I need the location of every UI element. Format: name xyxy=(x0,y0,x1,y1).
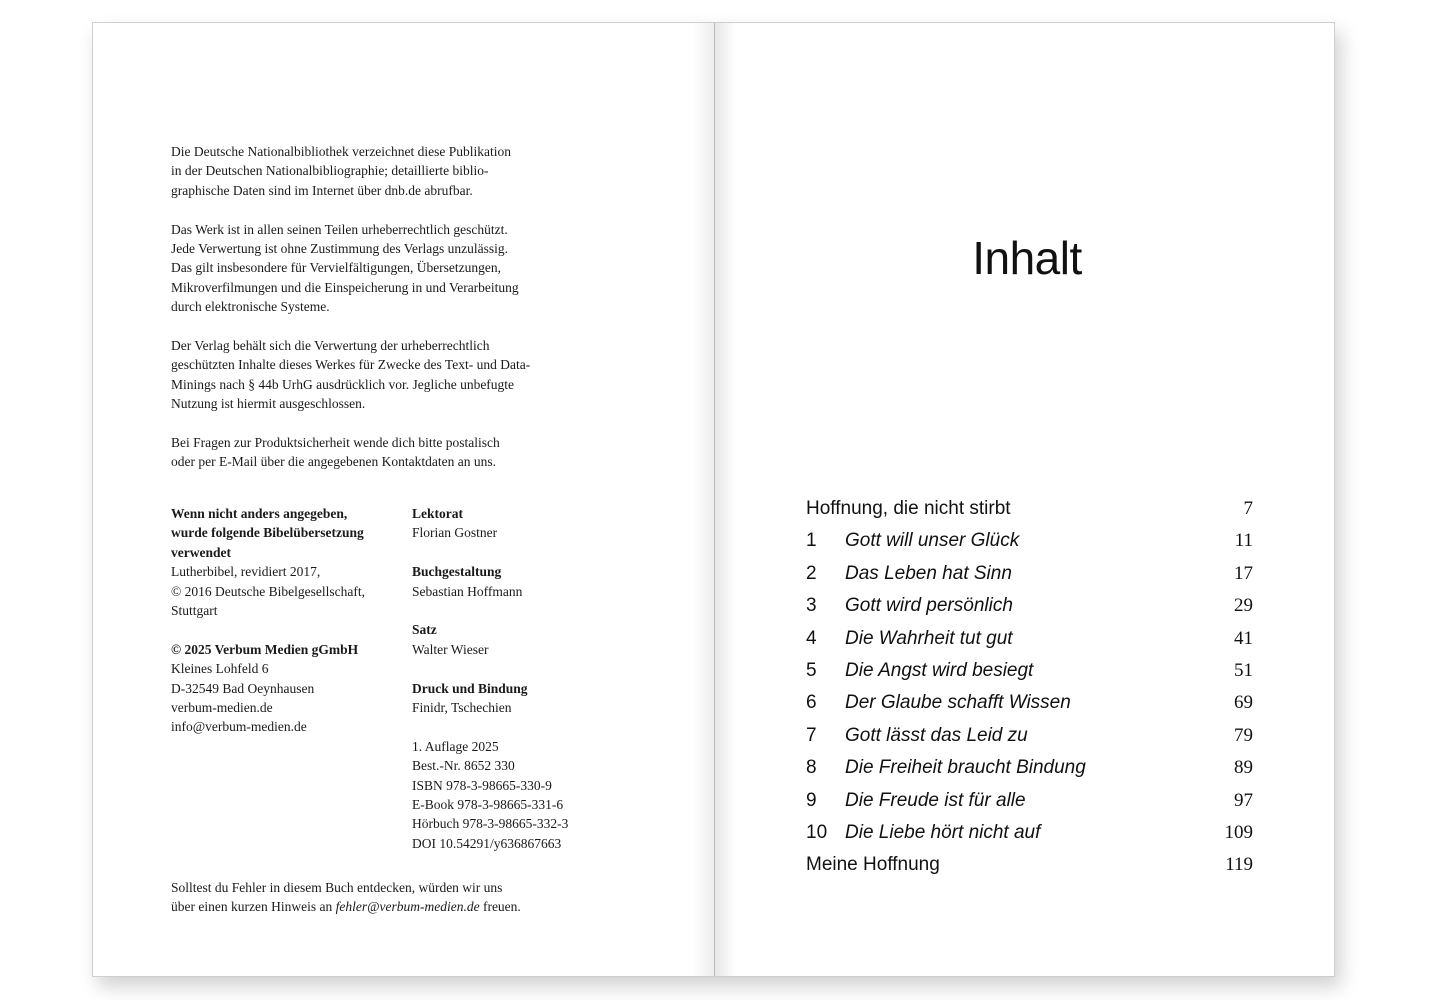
toc-entry-chapter-4 xyxy=(806,623,1253,655)
imprint-line: Nutzung ist hiermit ausgeschlossen. xyxy=(171,396,366,412)
toc-entry-label: Die Wahrheit tut gut xyxy=(845,627,1013,649)
toc-entry-label: Hoffnung, die nicht stirbt xyxy=(806,498,1011,519)
toc-entry-number: 1 xyxy=(806,530,817,552)
imprint-column-left xyxy=(171,504,401,756)
bible-text-line: © 2016 Deutsche Bibelgesellschaft, xyxy=(171,583,365,599)
publisher-block xyxy=(171,640,401,737)
imprint-line: in der Deutschen Nationalbibliographie; detaillierte biblio- xyxy=(171,163,489,179)
toc-entry-label: Die Freude ist für alle xyxy=(845,789,1026,811)
toc-entry-number: 5 xyxy=(806,659,817,681)
toc-entry-outro xyxy=(806,849,1253,881)
bible-text-line: Stuttgart xyxy=(171,603,218,619)
toc-entry-chapter-6 xyxy=(806,687,1253,719)
toc-entry-chapter-3 xyxy=(806,590,1253,622)
imprint-text xyxy=(171,142,591,491)
toc-entry-number: 8 xyxy=(806,757,817,779)
credit-satz xyxy=(412,620,642,659)
toc-entry-label: Meine Hoffnung xyxy=(806,854,940,876)
credit-value: Florian Gostner xyxy=(412,525,498,541)
error-email-link: fehler@verbum-medien.de xyxy=(335,899,480,915)
toc-entry-label: Die Angst wird besiegt xyxy=(845,659,1034,681)
imprint-line: Das gilt insbesondere für Vervielfältigungen, Übersetzungen, xyxy=(171,260,502,276)
toc-entry-label: Der Glaube schafft Wissen xyxy=(845,692,1071,714)
credit-label: Druck und Bindung xyxy=(412,680,528,696)
bible-translation-block xyxy=(171,504,401,620)
toc-entry-page: 29 xyxy=(1234,595,1253,617)
toc-entry-chapter-1 xyxy=(806,525,1253,557)
toc-entry-chapter-2 xyxy=(806,558,1253,590)
imprint-line: Minings nach § 44b UrhG ausdrücklich vor. Jegliche unbefugte xyxy=(171,376,515,392)
toc-entry-label: Gott lässt das Leid zu xyxy=(845,724,1028,746)
imprint-column-right xyxy=(412,504,642,873)
toc-entry-page: 89 xyxy=(1234,757,1253,779)
toc-entry-page: 51 xyxy=(1234,659,1253,681)
imprint-paragraph-copyright xyxy=(171,220,591,317)
imprint-paragraph-dnb xyxy=(171,142,591,200)
imprint-line: geschützten Inhalte dieses Werkes für Zwecke des Text- und Data- xyxy=(171,357,531,373)
imprint-line: Mikroverfilmungen und die Einspeicherung in und Verarbeitung xyxy=(171,279,519,295)
table-of-contents xyxy=(806,493,1253,882)
edition-line: DOI 10.54291/y636867663 xyxy=(412,835,562,851)
imprint-line: Jede Verwertung ist ohne Zustimmung des Verlags unzulässig. xyxy=(171,241,508,257)
toc-entry-number: 2 xyxy=(806,562,817,584)
imprint-line: durch elektronische Systeme. xyxy=(171,299,330,315)
credit-lektorat xyxy=(412,504,642,543)
toc-entry-chapter-8 xyxy=(806,752,1253,784)
toc-entry-label: Die Freiheit braucht Bindung xyxy=(845,757,1086,779)
credit-label: Satz xyxy=(412,622,437,638)
credit-value: Finidr, Tschechien xyxy=(412,700,512,716)
bible-text-line: Lutherbibel, revidiert 2017, xyxy=(171,564,321,580)
toc-entry-number: 7 xyxy=(806,724,817,746)
footer-line: Solltest du Fehler in diesem Buch entdecken, würden wir uns xyxy=(171,880,503,895)
imprint-paragraph-tdm xyxy=(171,336,591,414)
toc-entry-page: 17 xyxy=(1234,562,1253,584)
toc-entry-page: 97 xyxy=(1234,789,1253,811)
footer-line xyxy=(171,897,611,916)
imprint-line: Das Werk ist in allen seinen Teilen urheberrechtlich geschützt. xyxy=(171,221,508,237)
right-page-contents xyxy=(714,22,1335,977)
toc-entry-number: 10 xyxy=(806,821,828,843)
edition-line: 1. Auflage 2025 xyxy=(412,738,499,754)
toc-entry-intro xyxy=(806,493,1253,525)
left-page-imprint xyxy=(92,22,714,977)
bible-heading-line: Wenn nicht anders angegeben, xyxy=(171,506,348,521)
gutter-line xyxy=(714,23,715,976)
toc-entry-number: 9 xyxy=(806,789,817,811)
publisher-name: © 2025 Verbum Medien gGmbH xyxy=(171,641,359,657)
toc-entry-number: 6 xyxy=(806,692,817,714)
imprint-paragraph-safety xyxy=(171,433,591,472)
book-spread xyxy=(92,22,1335,977)
toc-entry-page: 69 xyxy=(1234,692,1253,714)
toc-title: Inhalt xyxy=(972,232,1082,284)
edition-line: E-Book 978-3-98665-331-6 xyxy=(412,797,564,813)
error-report-note xyxy=(171,878,611,917)
bible-heading-line: verwendet xyxy=(171,544,231,560)
publisher-email: info@verbum-medien.de xyxy=(171,719,307,735)
publisher-website: verbum-medien.de xyxy=(171,700,273,716)
publisher-city: D-32549 Bad Oeynhausen xyxy=(171,680,315,696)
toc-entry-chapter-9 xyxy=(806,785,1253,817)
imprint-line: Der Verlag behält sich die Verwertung der urheberrechtlich xyxy=(171,338,490,354)
imprint-line: graphische Daten sind im Internet über dnb.de abrufbar. xyxy=(171,182,473,198)
publisher-street: Kleines Lohfeld 6 xyxy=(171,661,269,677)
toc-entry-label: Die Liebe hört nicht auf xyxy=(845,821,1041,843)
toc-entry-chapter-10 xyxy=(806,817,1253,849)
toc-entry-number: 4 xyxy=(806,627,817,649)
edition-line: Hörbuch 978-3-98665-332-3 xyxy=(412,816,569,832)
toc-entry-page: 7 xyxy=(1243,498,1253,519)
credit-label: Lektorat xyxy=(412,506,463,521)
toc-entry-chapter-7 xyxy=(806,720,1253,752)
credit-label: Buchgestaltung xyxy=(412,564,502,580)
imprint-line: Bei Fragen zur Produktsicherheit wende dich bitte postalisch xyxy=(171,435,500,451)
toc-entry-page: 79 xyxy=(1234,724,1253,746)
footer-text: über einen kurzen Hinweis an xyxy=(171,899,336,915)
toc-entry-page: 109 xyxy=(1224,821,1253,843)
footer-text: freuen. xyxy=(479,899,521,915)
toc-entry-page: 11 xyxy=(1234,530,1253,552)
edition-block xyxy=(412,737,642,853)
bible-heading-line: wurde folgende Bibelübersetzung xyxy=(171,525,364,541)
toc-entry-label: Das Leben hat Sinn xyxy=(845,562,1012,584)
toc-entry-label: Gott wird persönlich xyxy=(845,595,1013,617)
gutter-shadow-right xyxy=(714,23,736,976)
toc-entry-page: 119 xyxy=(1225,854,1253,876)
toc-entry-page: 41 xyxy=(1234,627,1253,649)
toc-entry-chapter-5 xyxy=(806,655,1253,687)
edition-line: ISBN 978-3-98665-330-9 xyxy=(412,777,552,793)
credit-druck xyxy=(412,679,642,718)
edition-line: Best.-Nr. 8652 330 xyxy=(412,758,515,774)
credit-value: Walter Wieser xyxy=(412,641,489,657)
credit-value: Sebastian Hoffmann xyxy=(412,583,523,599)
toc-entry-number: 3 xyxy=(806,595,817,617)
credit-buchgestaltung xyxy=(412,562,642,601)
gutter-shadow-left xyxy=(692,23,714,976)
toc-entry-label: Gott will unser Glück xyxy=(845,530,1020,552)
imprint-line: Die Deutsche Nationalbibliothek verzeichnet diese Publikation xyxy=(171,144,512,159)
imprint-line: oder per E-Mail über die angegebenen Kontaktdaten an uns. xyxy=(171,454,497,470)
